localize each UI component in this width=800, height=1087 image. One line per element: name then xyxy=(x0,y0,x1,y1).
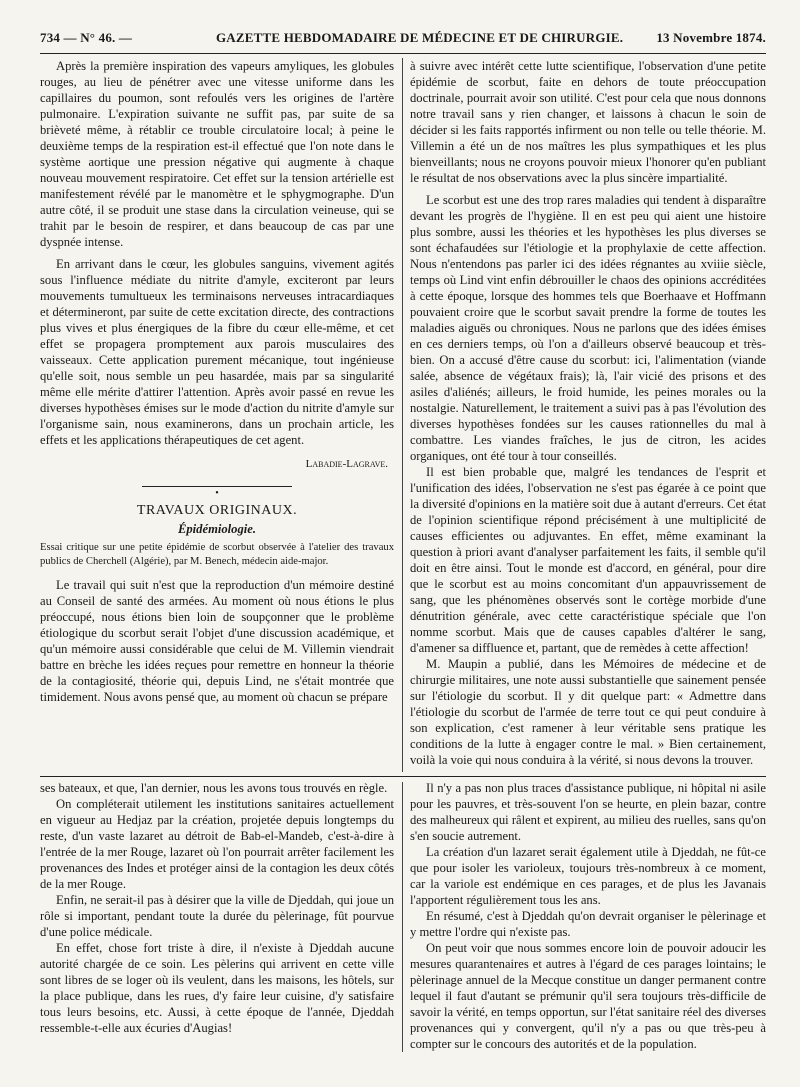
section-title: TRAVAUX ORIGINAUX. xyxy=(136,503,298,518)
paragraph: La création d'un lazaret serait également utile à Djeddah, ne fût-ce que pour isoler les varioleux, toujours très-nombreux à ce moment, car la variole est endémique en ces parages, et de plus les Javanais l'apportent régulièrement tous les ans. xyxy=(410,845,766,907)
paragraph: Le travail qui suit n'est que la reproduction d'un mémoire destiné au Conseil de santé des armées. Au moment où nous étions le plus préoccupé, nous étions bien loin de soupçonner que le problème étiologique du scorbut serait l'objet d'une discussion académique, et qu'un mémoire aussi considérable que celui de M. Villemin viendrait battre en brèche les idées reçues pour remettre en honneur la théorie de la contagiosité, théorie qui, depuis Lind, ne s'était montrée que timidement. Nous avons pensé que, au moment où chacun se prépare xyxy=(40,578,394,704)
paragraph: On compléterait utilement les institutions sanitaires actuellement en vigueur au Hedjaz par la création, projetée depuis longtemps du reste, d'un vaste lazaret au détroit de Bab-el-Mandeb, c'est-à-dire à l'entrée de la mer Rouge, lazaret où l'on pourrait arrêter facilement les provenances des Indes et protéger ainsi de la contagion les deux côtés de la mer Rouge. xyxy=(40,797,394,891)
author-signature: Labadie-Lagrave. xyxy=(305,458,388,470)
paragraph: Enfin, ne serait-il pas à désirer que la ville de Djeddah, qui joue un rôle si important, pendant toute la durée du pèlerinage, fût pourvue d'une police médicale. xyxy=(40,893,394,939)
paragraph: Il est bien probable que, malgré les tendances de l'esprit et l'unification des idées, l'observation ne s'est pas égarée à ce point que la diversité d'opinions en la matière soit due à autant d'erreurs. Cet état de l'opinion scientifique répond précisément à une multiplicité de causes efficientes ou adjuvantes. En effet, même examinant la question à priori avant d'analyser parfaitement les faits, il semble qu'il doit en être ainsi. Tout le monde est d'accord, en général, pour dire que le scorbut est au moins concomitant d'un appauvrissement de sang, que les phénomènes observés sont le cortège morbide d'une dénutrition générale, avec cette caractéristique spéciale que l'on nomme scorbut. Mais que de causes capables d'altérer le sang, d'amener sa diffluence et, partant, que de remèdes à cette affection! xyxy=(410,465,766,655)
issue-date: 13 Novembre 1874. xyxy=(656,30,766,45)
subsection-title: Épidémiologie. xyxy=(177,522,256,536)
paragraph: à suivre avec intérêt cette lutte scientifique, l'observation d'une petite épidémie de scorbut, faite en dehors de toute préoccupation doctrinale, pourrait avoir son utilité. C'est pour cela que nous donnons notre travail sans y rien changer, et laissons à chacun le soin de décider si les faits rapportés infirment ou non telle ou telle théorie. M. Villemin a été un de nos maîtres les plus sympathiques et les plus bienveillants; nous ne croyons pouvoir mieux l'honorer qu'en publiant le résultat de nos observations avec la plus sincère impartialité. xyxy=(410,59,766,185)
column-right-bottom xyxy=(410,780,766,1052)
page-header xyxy=(40,28,766,50)
paragraph: Le scorbut est une des trop rares maladies qui tendent à disparaître devant les progrès de l'hygiène. Il en est peu qui aient une histoire plus sombre, aussi les théories et les hypothèses les plus diverses se sont échafaudées sur l'étiologie et la prophylaxie de cette affection. Nous n'entendons pas parler ici des idées régnantes au xviiie siècle, temps où Lind vint enfin débrouiller le chaos des opinions accréditées à cette époque, lorsque des hommes tels que Boerhaave et Hoffmann pouvaient croire que le scorbut savait prendre la forme de toutes les maladies aiguës ou chroniques. Nous ne parlons que des idées émises en ces derniers temps, où l'on a d'ailleurs observé beaucoup et très-bien. On a accusé d'être cause du scorbut: ici, l'alimentation (viande salée, absence de végétaux frais); là, l'air vicié des prisons et des asiles d'aliénés; ailleurs, le froid humide, les peines morales ou la nostalgie. Naturellement, le traitement a suivi pas à pas l'évolution des diverses hypothèses fondées sur les causes rationnelles du mal à combattre. Les viandes fraîches, le jus de citron, les acides organiques, ont été tour à tour conseillés. xyxy=(410,193,766,463)
article-heading: Essai critique sur une petite épidémie de scorbut observée à l'atelier des travaux publics de Cherchell (Algérie), par M. Benech, médecin aide-major. xyxy=(40,542,394,567)
column-left-bottom xyxy=(40,780,394,1036)
paragraph: En résumé, c'est à Djeddah qu'on devrait organiser le pèlerinage et y mettre l'ordre qui n'existe pas. xyxy=(410,909,766,939)
section-divider xyxy=(40,776,766,777)
page-number: 734 — N° 46. — xyxy=(40,30,133,45)
paragraph: En effet, chose fort triste à dire, il n'existe à Djeddah aucune autorité chargée de ce soin. Les pèlerins qui arrivent en cette ville sont libres de se loger où ils veulent, dans les maisons, les hôtels, sur la place publique, dans les rues, d'y faire leur cuisine, d'y satisfaire tous leurs besoins, etc. Aussi, à cette époque de l'année, Djeddah ressemble-t-elle aux écuries d'Augias! xyxy=(40,941,394,1035)
column-divider-bottom xyxy=(402,782,403,1052)
column-right-top xyxy=(410,58,766,768)
paragraph: Il n'y a pas non plus traces d'assistance publique, ni hôpital ni asile pour les pauvres, et très-souvent l'on se heurte, en plein bazar, contre des malheureux qui râlent et expirent, au milieu des ruelles, sans qu'on s'en soucie autrement. xyxy=(410,781,766,843)
separator-rule xyxy=(142,486,292,487)
column-left-top xyxy=(40,58,394,705)
journal-title: GAZETTE HEBDOMADAIRE DE MÉDECINE ET DE CHIRURGIE. xyxy=(216,30,624,45)
paragraph: Après la première inspiration des vapeurs amyliques, les globules rouges, au lieu de pénétrer avec une vitesse uniforme dans les capillaires du poumon, sont refoulés vers les origines de l'artère pulmonaire. L'expiration suivante ne suffit pas, par suite de sa brièveté même, à rétablir ce trouble circulatoire local; à peine le deuxième temps de la respiration est-il effectué que l'on note dans le système aortique une pression négative qui augmente à chaque nouveau mouvement respiratoire. Cet effet sur la tension artérielle est manifestement révélé par le manomètre et le sphygmographe. D'un autre côté, il se produit une stase dans la circulation veineuse, qui se trahit par le besoin de respirer, et dans beaucoup de cas par une dyspnée intense. xyxy=(40,59,394,249)
column-divider-top xyxy=(402,58,403,772)
header-rule xyxy=(40,53,766,54)
paragraph: ses bateaux, et que, l'an dernier, nous les avons tous trouvés en règle. xyxy=(40,781,388,795)
paragraph: En arrivant dans le cœur, les globules sanguins, vivement agités sous l'influence médiate du nitrite d'amyle, exciteront par leurs mouvements tumultueux les terminaisons nerveuses intracardiaques et détermineront, par suite de cette excitation directe, des contractions plus vives et plus énergiques de la fibre du cœur elle-même, et cet effet se propagera promptement aux parois musculaires des vaisseaux. Cette application purement mécanique, tout ingénieuse qu'elle soit, nous semble un peu hasardée, mais par sa singularité même elle mérite d'attirer l'attention. Après avoir passé en revue les diverses hypothèses émises sur le mode d'action du nitrite d'amyle sur l'organisme sain, nous examinerons, dans un prochain article, les effets et les applications thérapeutiques de cet agent. xyxy=(40,257,394,447)
separator-dot: • xyxy=(215,488,219,499)
paragraph: On peut voir que nous sommes encore loin de pouvoir adoucir les mesures quarantenaires et autres à l'égard de ces parages lointains; le pèlerinage annuel de la Mecque constitue un danger permanent contre lequel il faut d'autant se prémunir qu'il sera toujours très-difficile de savoir la vérité, en temps opportun, sur l'état sanitaire réel des diverses provenances qui y convergent, qu'il n'y a pas ou que très-peu à compter sur le concours des autorités et de la population. xyxy=(410,941,766,1051)
paragraph: M. Maupin a publié, dans les Mémoires de médecine et de chirurgie militaires, une note aussi substantielle que sainement pensée sur l'étiologie du scorbut. Il y dit quelque part: « Admettre dans l'étiologie du scorbut de l'armée de terre tout ce qui peut conduire à son explication, c'est ramener à leur véritable sens pratique les conditions de la lutte à engager contre le mal. » Bien certainement, voilà la voie qui nous conduira à la vérité, si nous devons la trouver. xyxy=(410,657,766,767)
